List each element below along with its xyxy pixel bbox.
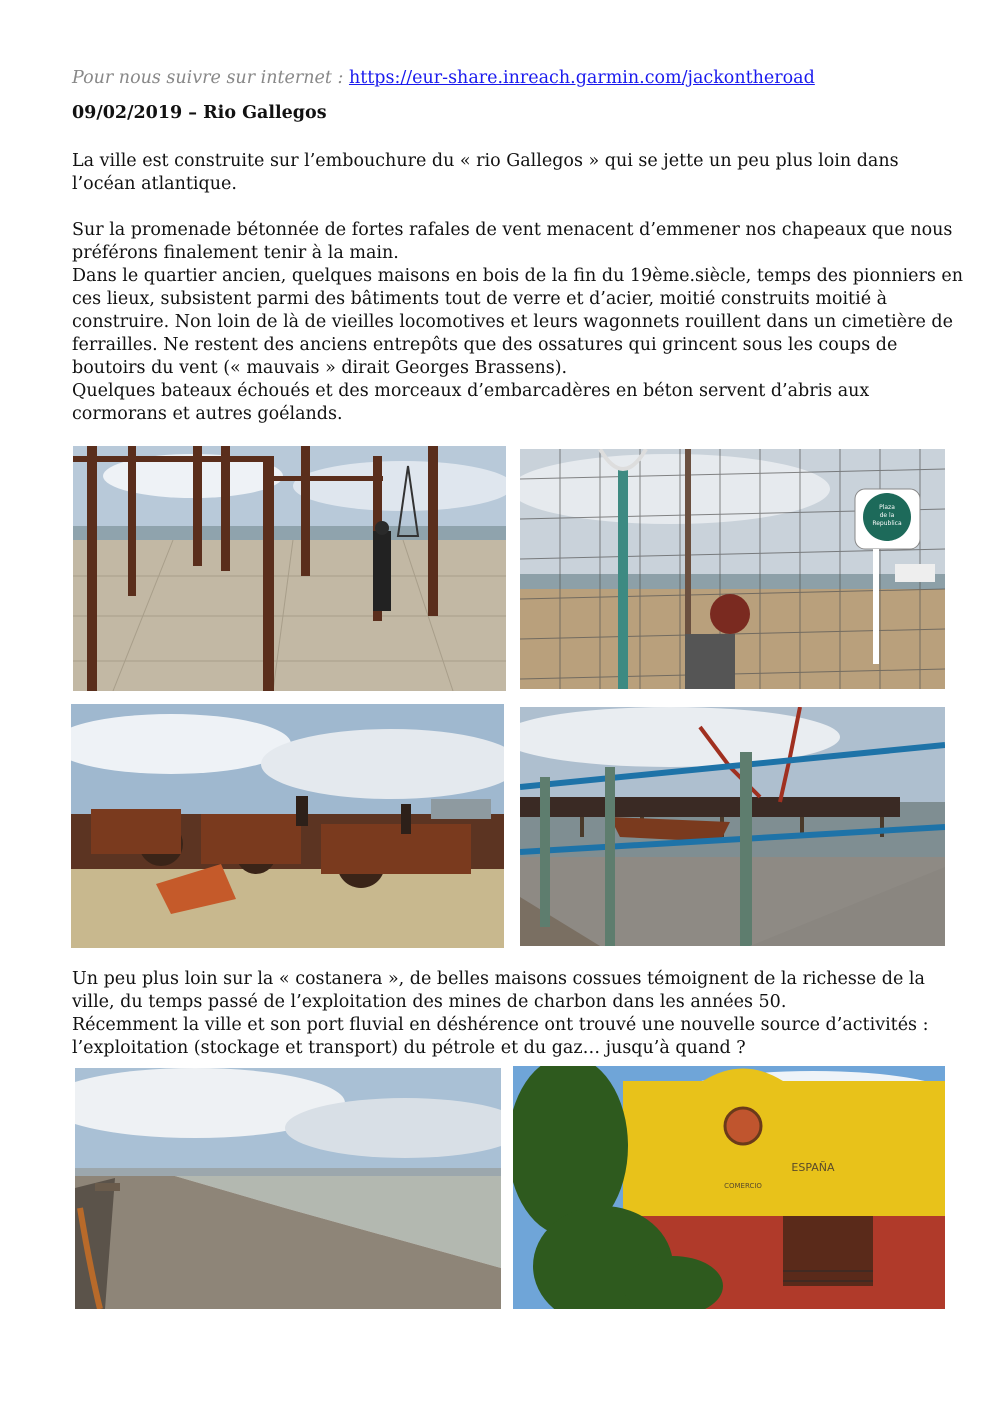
text-line: Dans le quartier ancien, quelques maisons en bois de la fin du 19ème.siècle, temps des pionniers en bbox=[72, 266, 964, 286]
photo-espana-building bbox=[513, 1066, 945, 1309]
text-line: l’océan atlantique. bbox=[72, 174, 237, 194]
text-line: ville, du temps passé de l’exploitation des mines de charbon dans les années 50. bbox=[72, 992, 787, 1012]
photo-warehouse-frame bbox=[73, 446, 506, 691]
sign-text-3: Republica bbox=[872, 520, 902, 527]
paragraph-intro bbox=[72, 150, 952, 196]
text-line: l’exploitation (stockage et transport) du pétrole et du gaz… jusqu’à quand ? bbox=[72, 1038, 746, 1058]
photo-costanera-beach bbox=[75, 1068, 501, 1309]
text-line: construire. Non loin de là de vieilles locomotives et leurs wagonnets rouillent dans un cimetière de bbox=[72, 312, 953, 332]
paragraph-description bbox=[72, 219, 964, 426]
paragraph-costanera bbox=[72, 968, 952, 1060]
sign-text-1: Plaza bbox=[879, 504, 895, 511]
text-line: Sur la promenade bétonnée de fortes rafales de vent menacent d’emmener nos chapeaux que nous bbox=[72, 220, 953, 240]
text-line: Quelques bateaux échoués et des morceaux d’embarcadères en béton servent d’abris aux bbox=[72, 381, 870, 401]
follow-label: Pour nous suivre sur internet : bbox=[72, 68, 344, 88]
text-line: cormorans et autres goélands. bbox=[72, 404, 343, 424]
building-sign-text: ESPAÑA bbox=[791, 1161, 835, 1174]
text-line: La ville est construite sur l’embouchure du « rio Gallegos » qui se jette un peu plus loin dans bbox=[72, 151, 899, 171]
building-sub-text: COMERCIO bbox=[724, 1182, 762, 1190]
photo-pier-railing bbox=[520, 707, 945, 946]
text-line: Un peu plus loin sur la « costanera », de belles maisons cossues témoignent de la richesse de la bbox=[72, 969, 925, 989]
sign-text-2: de la bbox=[879, 512, 895, 519]
text-line: préférons finalement tenir à la main. bbox=[72, 243, 399, 263]
text-line: Récemment la ville et son port fluvial en déshérence ont trouvé une nouvelle source d’activités : bbox=[72, 1015, 929, 1035]
photo-fence-sign bbox=[520, 449, 945, 689]
follow-line bbox=[72, 68, 952, 88]
page-title: 09/02/2019 – Rio Gallegos bbox=[72, 103, 327, 123]
text-line: ferrailles. Ne restent des anciens entrepôts que des ossatures qui grincent sous les coups de bbox=[72, 335, 898, 355]
tracking-link[interactable]: https://eur-share.inreach.garmin.com/jackontheroad bbox=[348, 68, 815, 88]
text-line: boutoirs du vent (« mauvais » dirait Georges Brassens). bbox=[72, 358, 568, 378]
photo-locomotive-graveyard bbox=[71, 704, 504, 948]
text-line: ces lieux, subsistent parmi des bâtiments tout de verre et d’acier, moitié construits moitié à bbox=[72, 289, 888, 309]
